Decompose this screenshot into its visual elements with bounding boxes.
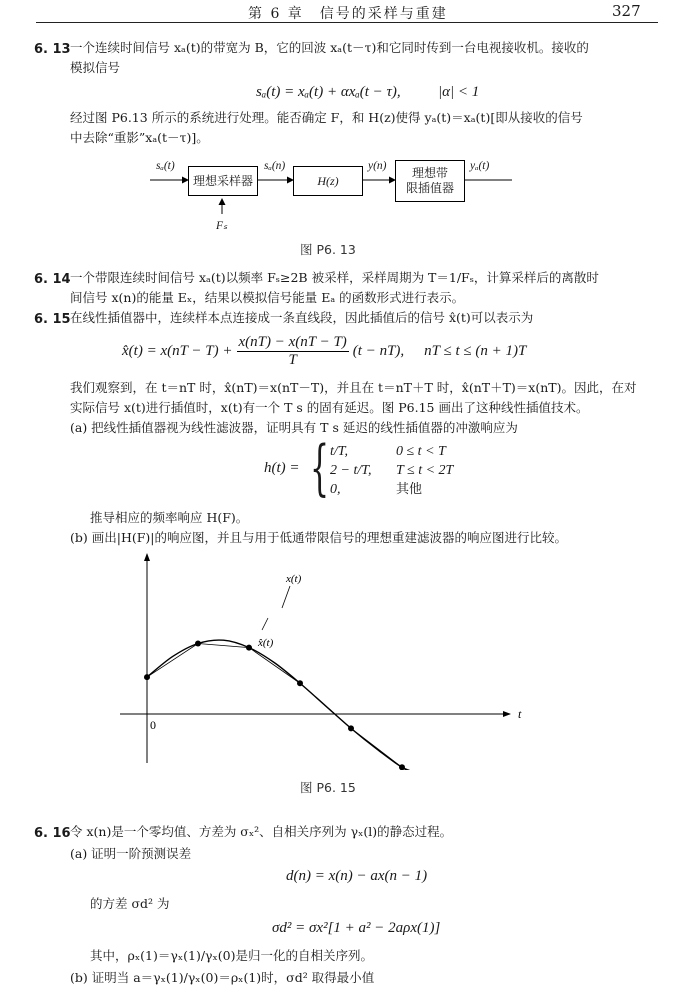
- sample-point: [195, 640, 201, 646]
- sample-point: [144, 674, 150, 680]
- p616-line3: 其中，ρₓ(1)＝γₓ(1)/γₓ(0)是归一化的自相关序列。: [90, 948, 374, 963]
- p613-line2: 模拟信号: [70, 60, 121, 75]
- p614-line2: 间信号 x(n)的能量 Eₓ，结果以模拟信号能量 Eₐ 的函数形式进行表示。: [70, 290, 465, 305]
- p615-part-a: (a) 把线性插值器视为线性滤波器，证明具有 T s 延迟的线性插值器的冲激响应为: [70, 420, 518, 435]
- page-header: [0, 0, 686, 26]
- h-z-text: H(z): [317, 173, 339, 188]
- diagram-sampled-label: sₐ(n): [264, 160, 286, 172]
- p615-line2: 我们观察到，在 t＝nT 时，x̂(nT)＝x(nT－T)，并且在 t＝nT＋T 时，x̂(nT＋T)＝x(nT)。因此，在对: [70, 380, 637, 395]
- interpolator-text-2: 限插值器: [405, 181, 454, 195]
- p613-line1: 一个连续时间信号 xₐ(t)的带宽为 B，它的回波 xₐ(t－τ)和它同时传到一台电视接收机。接收的: [70, 40, 589, 55]
- p615-part-b: (b) 画出|H(F)|的响应图，并且与用于低通带限信号的理想重建滤波器的响应图进行比较。: [70, 530, 567, 545]
- p613-line3: 经过图 P6.13 所示的系统进行处理。能否确定 F，和 H(z)使得 yₐ(t)＝xₐ(t)[即从接收的信号: [70, 110, 583, 125]
- interp-eq-lhs: x̂(t) = x(nT − T) +: [122, 343, 233, 359]
- h-case1-expr: t/T,: [330, 444, 349, 459]
- p615-line1: 在线性插值器中，连续样本点连接成一条直线段，因此插值后的信号 x̂(t)可以表示为: [70, 310, 534, 325]
- header-rule: [36, 22, 658, 23]
- figure-p6-15-plot: [110, 548, 550, 770]
- p616-line2: 的方差 σd² 为: [90, 896, 170, 911]
- h-case2-expr: 2 − t/T,: [330, 463, 372, 478]
- p613-condition: |α| < 1: [438, 84, 480, 100]
- p613-line4: 中去除“重影”xₐ(t－τ)]。: [70, 130, 209, 145]
- problem-number-6-14: 6. 14: [34, 272, 71, 287]
- diagram-fs-label: Fₛ: [216, 220, 228, 232]
- origin-label: 0: [150, 718, 156, 732]
- h-case3-cond: 其他: [396, 482, 423, 497]
- interp-eq-range: nT ≤ t ≤ (n + 1)T: [424, 343, 527, 359]
- problem-number-6-16: 6. 16: [34, 826, 71, 841]
- p615-line4: 推导相应的频率响应 H(F)。: [90, 510, 249, 525]
- p615-line3: 实际信号 x(t)进行插值时，x(t)有一个 T s 的固有延迟。图 P6.15 画出了这种线性插值技术。: [70, 400, 589, 415]
- series-line-xhat: [147, 643, 453, 770]
- block-diagram-p6-13: [150, 152, 530, 242]
- ideal-sampler-text: 理想采样器: [192, 173, 253, 188]
- p613-equation: sₐ(t) = xₐ(t) + αxₐ(t − τ),: [256, 84, 401, 100]
- h-case3-expr: 0,: [330, 482, 341, 497]
- series-label-xt: x(t): [286, 573, 302, 585]
- p616-eq2: σd² = σx²[1 + a² − 2aρx(1)]: [272, 920, 441, 936]
- sample-point: [348, 725, 354, 731]
- h-z-block: [293, 166, 363, 196]
- h-brace: {: [310, 433, 330, 503]
- sample-point: [246, 645, 252, 651]
- plot-layer: [144, 640, 504, 770]
- p616-part-b: (b) 证明当 a＝γₓ(1)/γₓ(0)＝ρₓ(1)时，σd² 取得最小值: [70, 970, 375, 985]
- interpolator-text-1: 理想带: [411, 166, 448, 180]
- interp-eq-fraction: [237, 334, 349, 369]
- interp-eq-rhs: (t − nT),: [352, 343, 405, 359]
- sample-point: [297, 680, 303, 686]
- interp-eq-numerator: x(nT) − x(nT − T): [238, 334, 347, 350]
- h-case1-cond: 0 ≤ t < T: [396, 444, 446, 459]
- diagram-output-label: yₐ(t): [470, 160, 490, 172]
- series-line-xt: [147, 640, 504, 770]
- h-case2-cond: T ≤ t < 2T: [396, 463, 454, 478]
- p616-eq1: d(n) = x(n) − ax(n − 1): [286, 868, 428, 884]
- chapter-title: 第 6 章 信号的采样与重建: [248, 6, 448, 22]
- page-number: 327: [612, 2, 641, 20]
- ideal-interpolator-block: [395, 160, 465, 202]
- interp-eq-denominator: T: [288, 352, 297, 368]
- figure-caption-p6-13: 图 P6. 13: [300, 242, 356, 257]
- problem-number-6-15: 6. 15: [34, 312, 71, 327]
- series-label-xhat: x̂(t): [258, 637, 274, 649]
- xhat-leader-line: [262, 618, 268, 630]
- p615-interp-equation: [122, 334, 526, 369]
- ideal-sampler-block: [188, 166, 258, 196]
- x-axis-label: t: [518, 707, 522, 721]
- p616-part-a: (a) 证明一阶预测误差: [70, 846, 192, 861]
- problem-number-6-13: 6. 13: [34, 42, 71, 57]
- figure-caption-p6-15: 图 P6. 15: [300, 780, 356, 795]
- p614-line1: 一个带限连续时间信号 xₐ(t)以频率 Fₛ≥2B 被采样，采样周期为 T＝1/Fₛ，计算采样后的离散时: [70, 270, 599, 285]
- diagram-yn-label: y(n): [368, 160, 387, 172]
- xt-leader-line: [282, 586, 290, 608]
- h-lhs: h(t) =: [264, 460, 300, 476]
- diagram-input-label: sₐ(t): [156, 160, 175, 172]
- p616-line1: 令 x(n)是一个零均值、方差为 σₓ²、自相关序列为 γₓ(l)的静态过程。: [70, 824, 453, 839]
- piecewise-h-equation: [264, 433, 494, 504]
